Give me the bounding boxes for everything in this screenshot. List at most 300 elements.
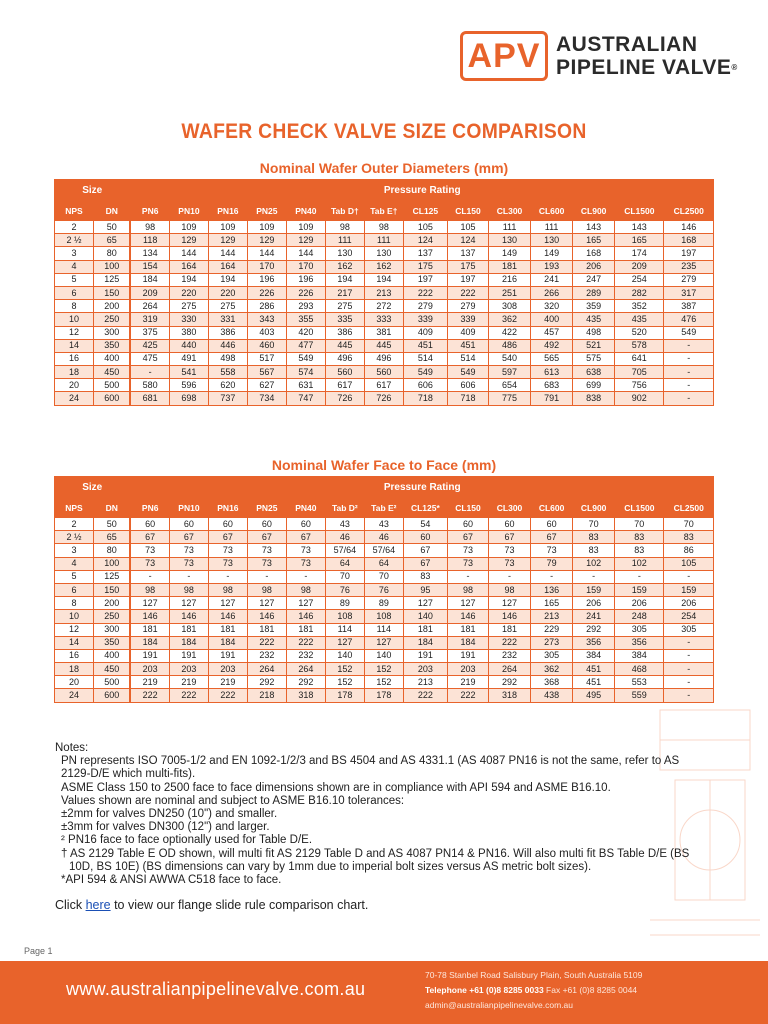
table-cell: 264 xyxy=(130,300,169,313)
table-cell: 279 xyxy=(403,300,447,313)
table-cell: 247 xyxy=(573,273,615,286)
table-cell: 149 xyxy=(489,247,531,260)
table-cell: 100 xyxy=(93,260,130,273)
table-cell: 18 xyxy=(55,663,94,676)
table-cell: 76 xyxy=(325,583,364,596)
table-cell: 308 xyxy=(489,300,531,313)
table-cell: 203 xyxy=(169,663,208,676)
footer-bar xyxy=(0,961,768,1024)
table-row xyxy=(55,583,714,596)
table-cell: 50 xyxy=(93,518,130,531)
table-row xyxy=(55,531,714,544)
table-cell: 73 xyxy=(447,544,488,557)
table-cell: 264 xyxy=(247,663,286,676)
table-cell: 553 xyxy=(615,676,664,689)
table-cell: 43 xyxy=(364,518,403,531)
table-cell: 273 xyxy=(531,636,573,649)
table-cell: 387 xyxy=(664,300,714,313)
table-cell: 362 xyxy=(531,663,573,676)
table-cell: 152 xyxy=(325,663,364,676)
table-cell: 440 xyxy=(169,339,208,352)
table-cell: 98 xyxy=(447,583,488,596)
table-cell: 409 xyxy=(447,326,488,339)
column-header: PN40 xyxy=(286,498,325,518)
table-cell: - xyxy=(208,570,247,583)
table-cell: 222 xyxy=(403,689,447,702)
table-cell: 127 xyxy=(169,597,208,610)
table-cell: 12 xyxy=(55,326,94,339)
table-cell: 521 xyxy=(573,339,615,352)
contact-details xyxy=(425,968,642,1013)
column-header: CL150 xyxy=(447,201,488,221)
table-cell: 76 xyxy=(364,583,403,596)
table-cell: 275 xyxy=(325,300,364,313)
table-cell: 73 xyxy=(489,557,531,570)
table-cell: 422 xyxy=(489,326,531,339)
table-cell: 343 xyxy=(247,313,286,326)
table-cell: 137 xyxy=(403,247,447,260)
table-cell: 222 xyxy=(447,286,488,299)
table-cell: 384 xyxy=(615,649,664,662)
table-cell: 67 xyxy=(489,531,531,544)
table-cell: 127 xyxy=(208,597,247,610)
table-cell: - xyxy=(664,379,714,392)
table-cell: 222 xyxy=(208,689,247,702)
table-cell: 339 xyxy=(447,313,488,326)
table-cell: 80 xyxy=(93,544,130,557)
table-cell: 747 xyxy=(286,392,325,405)
column-header: CL300 xyxy=(489,201,531,221)
brand-name-line1: AUSTRALIAN xyxy=(556,33,698,56)
table-cell: 560 xyxy=(364,366,403,379)
table-cell: 597 xyxy=(489,366,531,379)
table-row xyxy=(55,570,714,583)
table-cell: 130 xyxy=(489,234,531,247)
table-cell: 181 xyxy=(489,260,531,273)
table-row xyxy=(55,234,714,247)
apv-logo: APV xyxy=(460,31,548,81)
table-cell: 216 xyxy=(489,273,531,286)
table-cell: 734 xyxy=(247,392,286,405)
table-cell: - xyxy=(169,570,208,583)
table-cell: 791 xyxy=(531,392,573,405)
table-cell: 600 xyxy=(93,392,130,405)
table-cell: 606 xyxy=(447,379,488,392)
slide-rule-link-text xyxy=(55,898,368,912)
table-cell: 178 xyxy=(325,689,364,702)
table-cell: 300 xyxy=(93,326,130,339)
table-cell: 10 xyxy=(55,610,94,623)
table-cell: 3 xyxy=(55,247,94,260)
table-cell: 146 xyxy=(247,610,286,623)
table-cell: 16 xyxy=(55,352,94,365)
table-cell: 627 xyxy=(247,379,286,392)
table-cell: 98 xyxy=(286,583,325,596)
table-cell: 8 xyxy=(55,300,94,313)
table-cell: 409 xyxy=(403,326,447,339)
table-cell: 229 xyxy=(531,623,573,636)
table-cell: 10 xyxy=(55,313,94,326)
email-link[interactable]: admin@australianpipelinevalve.com.au xyxy=(425,1000,574,1010)
table-cell: 203 xyxy=(208,663,247,676)
table-cell: 477 xyxy=(286,339,325,352)
table-cell: 206 xyxy=(573,260,615,273)
table-cell: 130 xyxy=(531,234,573,247)
table-cell: 168 xyxy=(664,234,714,247)
column-header: CL2500 xyxy=(664,201,714,221)
table-cell: 726 xyxy=(364,392,403,405)
table-row xyxy=(55,326,714,339)
table-cell: 197 xyxy=(447,273,488,286)
table-cell: 756 xyxy=(615,379,664,392)
table-cell: 105 xyxy=(403,221,447,234)
table-cell: 203 xyxy=(403,663,447,676)
table-cell: 46 xyxy=(325,531,364,544)
table-cell: - xyxy=(615,570,664,583)
table-cell: 98 xyxy=(169,583,208,596)
table-cell: 83 xyxy=(573,544,615,557)
table-cell: 73 xyxy=(286,544,325,557)
table-cell: 2 xyxy=(55,221,94,234)
table-cell: 305 xyxy=(664,623,714,636)
table-cell: 498 xyxy=(208,352,247,365)
table-cell: 67 xyxy=(169,531,208,544)
table-cell: 170 xyxy=(247,260,286,273)
table-cell: 580 xyxy=(130,379,169,392)
table-cell: 109 xyxy=(247,221,286,234)
table-cell: 203 xyxy=(130,663,169,676)
table-cell: 146 xyxy=(208,610,247,623)
table-cell: 64 xyxy=(364,557,403,570)
table-cell: 275 xyxy=(208,300,247,313)
table-cell: 514 xyxy=(447,352,488,365)
table-row xyxy=(55,597,714,610)
table-cell: 520 xyxy=(615,326,664,339)
table-row xyxy=(55,339,714,352)
page-number: Page 1 xyxy=(24,946,53,956)
table-cell: 129 xyxy=(247,234,286,247)
table-cell: 146 xyxy=(664,221,714,234)
table-cell: 317 xyxy=(664,286,714,299)
face-to-face-table xyxy=(54,476,714,703)
column-header: CL125 xyxy=(403,201,447,221)
table-cell: 181 xyxy=(286,623,325,636)
table-cell: 681 xyxy=(130,392,169,405)
table-cell: 200 xyxy=(93,300,130,313)
table-row xyxy=(55,221,714,234)
column-header: PN25 xyxy=(247,498,286,518)
pressure-rating-group-header: Pressure Rating xyxy=(130,180,713,201)
table-cell: 549 xyxy=(286,352,325,365)
table-cell: 381 xyxy=(364,326,403,339)
table-row xyxy=(55,247,714,260)
table-cell: 213 xyxy=(403,676,447,689)
table-cell: 89 xyxy=(364,597,403,610)
table-cell: 70 xyxy=(364,570,403,583)
table-cell: 102 xyxy=(573,557,615,570)
table-cell: 435 xyxy=(615,313,664,326)
column-header: Tab E² xyxy=(364,498,403,518)
table-cell: 60 xyxy=(247,518,286,531)
table-cell: 331 xyxy=(208,313,247,326)
table-cell: 219 xyxy=(130,676,169,689)
table-cell: 144 xyxy=(247,247,286,260)
table-cell: 495 xyxy=(573,689,615,702)
table-cell: 279 xyxy=(664,273,714,286)
table-cell: 451 xyxy=(573,676,615,689)
table-cell: 266 xyxy=(531,286,573,299)
table-cell: 127 xyxy=(286,597,325,610)
flange-chart-link[interactable]: here xyxy=(85,898,111,912)
page-title: WAFER CHECK VALVE SIZE COMPARISON xyxy=(181,120,587,143)
table-cell: 194 xyxy=(364,273,403,286)
table-cell: 468 xyxy=(615,663,664,676)
table-cell: 165 xyxy=(573,234,615,247)
table-cell: 79 xyxy=(531,557,573,570)
table-cell: 102 xyxy=(615,557,664,570)
table-cell: 14 xyxy=(55,339,94,352)
table-row xyxy=(55,352,714,365)
table-cell: 654 xyxy=(489,379,531,392)
table-cell: - xyxy=(664,689,714,702)
table-cell: 220 xyxy=(208,286,247,299)
table-cell: 718 xyxy=(447,392,488,405)
table-row xyxy=(55,544,714,557)
column-header: CL900 xyxy=(573,201,615,221)
table-cell: 67 xyxy=(208,531,247,544)
table-cell: - xyxy=(286,570,325,583)
table-cell: 362 xyxy=(489,313,531,326)
column-header: NPS xyxy=(55,201,94,221)
table-cell: 574 xyxy=(286,366,325,379)
table-cell: 24 xyxy=(55,689,94,702)
table-cell: 617 xyxy=(325,379,364,392)
table-cell: 222 xyxy=(247,636,286,649)
table-cell: 170 xyxy=(286,260,325,273)
table-cell: 130 xyxy=(325,247,364,260)
table-cell: 300 xyxy=(93,623,130,636)
table-cell: 181 xyxy=(208,623,247,636)
table-cell: 279 xyxy=(447,300,488,313)
note-line: 2129-D/E which multi-fits). xyxy=(61,768,196,781)
table1-subtitle: Nominal Wafer Outer Diameters (mm) xyxy=(259,160,509,176)
table-cell: 567 xyxy=(247,366,286,379)
table-cell: 86 xyxy=(664,544,714,557)
table-row xyxy=(55,689,714,702)
table-cell: 450 xyxy=(93,366,130,379)
table-cell: 318 xyxy=(286,689,325,702)
table-cell: 73 xyxy=(286,557,325,570)
note-line: PN represents ISO 7005-1/2 and EN 1092-1/2/3 and BS 4504 and AS 4331.1 (AS 4087 PN16 is not the same, refer to AS xyxy=(61,755,680,768)
table-cell: 127 xyxy=(447,597,488,610)
table-cell: 137 xyxy=(447,247,488,260)
table-cell: 578 xyxy=(615,339,664,352)
table-cell: - xyxy=(664,392,714,405)
table-cell: 450 xyxy=(93,663,130,676)
table-cell: 203 xyxy=(447,663,488,676)
note-line: ±2mm for valves DN250 (10") and smaller. xyxy=(61,808,278,821)
table-cell: 70 xyxy=(325,570,364,583)
table-cell: - xyxy=(664,676,714,689)
table-cell: 565 xyxy=(531,352,573,365)
table-cell: 339 xyxy=(403,313,447,326)
table-cell: 114 xyxy=(364,623,403,636)
table-cell: 100 xyxy=(93,557,130,570)
column-header: NPS xyxy=(55,498,94,518)
table-cell: 305 xyxy=(531,649,573,662)
table-cell: 217 xyxy=(325,286,364,299)
table-cell: 73 xyxy=(247,544,286,557)
table-cell: 200 xyxy=(93,597,130,610)
table-row xyxy=(55,392,714,405)
table-cell: 222 xyxy=(286,636,325,649)
table-row xyxy=(55,379,714,392)
table-cell: 140 xyxy=(325,649,364,662)
table-cell: 445 xyxy=(364,339,403,352)
website-link[interactable]: www.australianpipelinevalve.com.au xyxy=(66,979,366,999)
table-cell: 726 xyxy=(325,392,364,405)
size-group-header: Size xyxy=(55,477,131,498)
table-cell: 641 xyxy=(615,352,664,365)
table-cell: 67 xyxy=(130,531,169,544)
table-cell: 460 xyxy=(247,339,286,352)
table-cell: 181 xyxy=(447,623,488,636)
table-row xyxy=(55,663,714,676)
table-cell: 111 xyxy=(489,221,531,234)
table-cell: 232 xyxy=(489,649,531,662)
table-cell: 165 xyxy=(615,234,664,247)
column-header: PN10 xyxy=(169,201,208,221)
table-cell: 380 xyxy=(169,326,208,339)
table-cell: 111 xyxy=(364,234,403,247)
table-cell: 2 ½ xyxy=(55,531,94,544)
table-cell: 159 xyxy=(573,583,615,596)
table-cell: - xyxy=(664,636,714,649)
table-cell: 902 xyxy=(615,392,664,405)
table-cell: 70 xyxy=(615,518,664,531)
table-cell: 140 xyxy=(364,649,403,662)
table-cell: 124 xyxy=(403,234,447,247)
table-cell: 129 xyxy=(169,234,208,247)
table-cell: 125 xyxy=(93,570,130,583)
table-cell: 73 xyxy=(531,544,573,557)
table-cell: 289 xyxy=(573,286,615,299)
table-cell: 105 xyxy=(447,221,488,234)
column-header: CL150 xyxy=(447,498,488,518)
table-cell: 60 xyxy=(130,518,169,531)
table-cell: 282 xyxy=(615,286,664,299)
table-cell: 143 xyxy=(573,221,615,234)
table-cell: 496 xyxy=(364,352,403,365)
table-cell: - xyxy=(664,570,714,583)
table-cell: 386 xyxy=(325,326,364,339)
table-cell: - xyxy=(247,570,286,583)
outer-diameter-table xyxy=(54,179,714,406)
table-cell: 83 xyxy=(664,531,714,544)
table-cell: 699 xyxy=(573,379,615,392)
table-cell: 73 xyxy=(130,544,169,557)
table-cell: 60 xyxy=(286,518,325,531)
table-cell: 319 xyxy=(130,313,169,326)
note-line: † AS 2129 Table E OD shown, will multi fit AS 2129 Table D and AS 4087 PN14 & PN16. Will also multi fit BS Table D/E (BS xyxy=(61,847,690,860)
table-cell: 18 xyxy=(55,366,94,379)
table-row xyxy=(55,313,714,326)
table-cell: 127 xyxy=(364,636,403,649)
table-row xyxy=(55,636,714,649)
table-cell: 181 xyxy=(247,623,286,636)
table-cell: 498 xyxy=(573,326,615,339)
table-cell: 435 xyxy=(573,313,615,326)
table-cell: 108 xyxy=(364,610,403,623)
table-cell: 178 xyxy=(364,689,403,702)
table-cell: 118 xyxy=(130,234,169,247)
table-cell: 143 xyxy=(615,221,664,234)
column-header: CL125* xyxy=(403,498,447,518)
table-cell: 83 xyxy=(615,531,664,544)
table-cell: 286 xyxy=(247,300,286,313)
table-cell: 500 xyxy=(93,676,130,689)
table-cell: 425 xyxy=(130,339,169,352)
table-cell: - xyxy=(664,649,714,662)
table-cell: 232 xyxy=(247,649,286,662)
table-cell: 109 xyxy=(286,221,325,234)
table-cell: 197 xyxy=(403,273,447,286)
table-cell: 134 xyxy=(130,247,169,260)
table-cell: 219 xyxy=(208,676,247,689)
table-cell: - xyxy=(664,663,714,676)
table-cell: 124 xyxy=(447,234,488,247)
table-cell: 226 xyxy=(286,286,325,299)
size-group-header: Size xyxy=(55,180,131,201)
table-cell: 420 xyxy=(286,326,325,339)
table-cell: 194 xyxy=(169,273,208,286)
table-cell: 174 xyxy=(615,247,664,260)
table-cell: 152 xyxy=(325,676,364,689)
table-cell: 67 xyxy=(286,531,325,544)
table-row xyxy=(55,273,714,286)
table-cell: 70 xyxy=(664,518,714,531)
table-cell: 127 xyxy=(325,636,364,649)
table-row xyxy=(55,676,714,689)
table-cell: - xyxy=(489,570,531,583)
table-cell: 150 xyxy=(93,286,130,299)
table-cell: 60 xyxy=(531,518,573,531)
table-cell: - xyxy=(531,570,573,583)
table-cell: 232 xyxy=(286,649,325,662)
table-cell: 127 xyxy=(489,597,531,610)
table-cell: 617 xyxy=(364,379,403,392)
pressure-rating-group-header: Pressure Rating xyxy=(130,477,713,498)
table-cell: 73 xyxy=(169,557,208,570)
column-header: PN40 xyxy=(286,201,325,221)
table-cell: 164 xyxy=(169,260,208,273)
table-cell: 496 xyxy=(325,352,364,365)
table-cell: 127 xyxy=(247,597,286,610)
table-row xyxy=(55,286,714,299)
table-cell: 475 xyxy=(130,352,169,365)
table-cell: 320 xyxy=(531,300,573,313)
column-header: CL900 xyxy=(573,498,615,518)
note-line: *API 594 & ANSI AWWA C518 face to face. xyxy=(61,874,282,887)
table-cell: 114 xyxy=(325,623,364,636)
table-cell: 638 xyxy=(573,366,615,379)
table-cell: 150 xyxy=(93,583,130,596)
table-cell: 46 xyxy=(364,531,403,544)
table-cell: 129 xyxy=(208,234,247,247)
table-cell: 2 xyxy=(55,518,94,531)
column-header: PN6 xyxy=(130,498,169,518)
table-cell: - xyxy=(447,570,488,583)
